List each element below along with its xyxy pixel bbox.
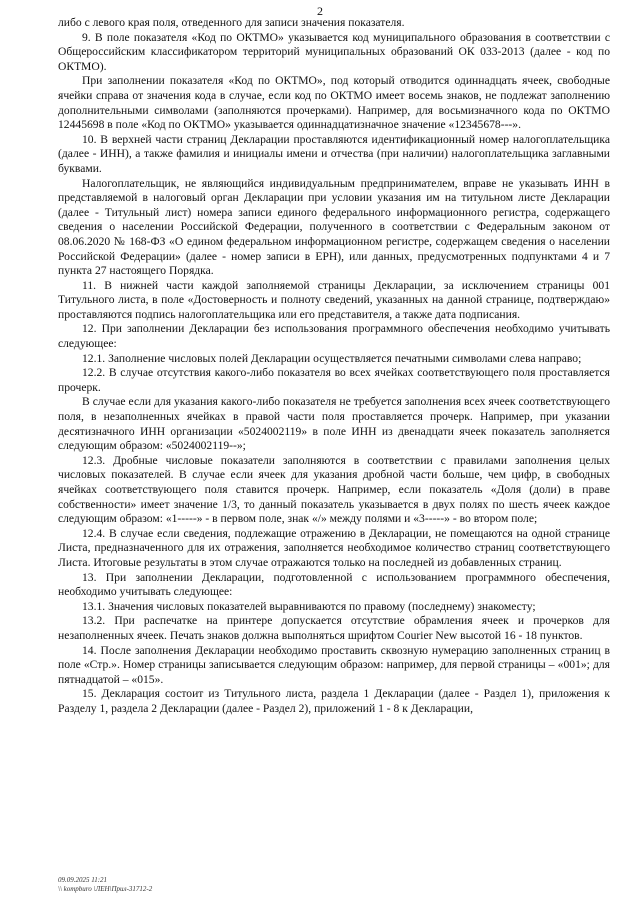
paragraph: 10. В верхней части страниц Декларации проставляются идентификационный номер налогоплательщика (далее - ИНН), а также фамилия и инициалы имени и отчества (при наличии) налогоплательщика заглавными буквами. bbox=[58, 132, 610, 175]
paragraph: При заполнении показателя «Код по ОКТМО», под который отводится одиннадцать ячеек, свободные ячейки справа от значения кода в случае, если код по ОКТМО имеет восемь знаков, не подлежат заполнению дополнительными символами (заполняются прочерками). Например, для восьмизначного кода по ОКТМО 12445698 в поле «Код по ОКТМО» указывается одиннадцатизначное значение «12345678---». bbox=[58, 74, 610, 132]
paragraph: 13. При заполнении Декларации, подготовленной с использованием программного обеспечения, необходимо учитывать следующее: bbox=[58, 570, 610, 599]
footer-timestamp: 09.09.2025 11:21 bbox=[58, 876, 108, 884]
paragraph: Налогоплательщик, не являющийся индивидуальным предпринимателем, вправе не указывать ИНН в представляемой в налоговый орган Декларации при условии указания им на титульном листе Декларации (далее - Титульный лист) номера записи единого федерального информационного регистра, содержащего сведения о населении Российской Федерации, полученного в соответствии с Федеральным законом от 08.06.2020 № 168-ФЗ «О едином федеральном информационном регистре, содержащем сведения о населении Российской Федерации» (далее - номер записи в ЕРН), или данных, предусмотренных подпунктами 4 и 7 пункта 27 настоящего Порядка. bbox=[58, 176, 610, 278]
paragraph: 15. Декларация состоит из Титульного листа, раздела 1 Декларации (далее - Раздел 1), приложения к Разделу 1, раздела 2 Декларации (далее - Раздел 2), приложений 1 - 8 к Декларации, bbox=[58, 687, 610, 715]
document-body bbox=[58, 16, 610, 717]
paragraph: либо с левого края поля, отведенного для записи значения показателя. bbox=[58, 16, 405, 29]
document-footer bbox=[58, 876, 152, 894]
page-number: 2 bbox=[317, 4, 323, 18]
paragraph: 9. В поле показателя «Код по ОКТМО» указывается код муниципального образования в соответствии с Общероссийским классификатором территорий муниципальных образований ОК 033-2013 (далее - код по ОКТМО). bbox=[58, 30, 610, 73]
paragraph: 12. При заполнении Декларации без использования программного обеспечения необходимо учитывать следующее: bbox=[58, 322, 610, 351]
paragraph: В случае если для указания какого-либо показателя не требуется заполнения всех ячеек соответствующего поля, в незаполненных ячейках в правой части поля проставляется прочерк. Например, при указании десятизначного ИНН организации «5024002119» в поле ИНН из двенадцати ячеек показатель заполняется следующим образом: «5024002119--»; bbox=[58, 395, 610, 453]
paragraph: 12.4. В случае если сведения, подлежащие отражению в Декларации, не помещаются на одной странице Листа, предназначенного для их отражения, заполняется необходимое количество страниц соответствующего Листа. Итоговые результаты в этом случае отражаются только на последней из добавленных страниц. bbox=[58, 526, 610, 569]
paragraph: 12.1. Заполнение числовых полей Декларации осуществляется печатными символами слева направо; bbox=[82, 351, 582, 365]
paragraph: 13.1. Значения числовых показателей выравниваются по правому (последнему) знакоместу; bbox=[82, 599, 536, 613]
paragraph: 11. В нижней части каждой заполняемой страницы Декларации, за исключением страницы 001 Титульного листа, в поле «Достоверность и полноту сведений, указанных на данной странице, подтверждаю» проставляются подпись налогоплательщика или его представителя, а также дата подписания. bbox=[58, 278, 610, 321]
paragraph: 14. После заполнения Декларации необходимо проставить сквозную нумерацию заполненных страниц в поле «Стр.». Номер страницы записывается следующим образом: например, для первой страницы – «001»; для пятнадцатой – «015». bbox=[58, 643, 610, 686]
paragraph: 12.3. Дробные числовые показатели заполняются в соответствии с правилами заполнения целых числовых показателей. В случае если ячеек для указания дробной части больше, чем цифр, в свободных ячейках соответствующего поля ставится прочерк. Например, если показатель «Доля (доли) в праве собственности» имеет значение 1/3, то данный показатель указывается в двух полях по шесть ячеек каждое следующим образом: «1-----» - в первом поле, знак «/» между полями и «3-----» - во втором поле; bbox=[58, 453, 610, 526]
paragraph: 12.2. В случае отсутствия какого-либо показателя во всех ячейках соответствующего поля проставляется прочерк. bbox=[58, 366, 610, 394]
footer-file-path: \\ kompburo \ЛЕН\Прил-31712-2 bbox=[58, 885, 153, 893]
paragraph: 13.2. При распечатке на принтере допускается отсутствие обрамления ячеек и прочерков для незаполненных ячеек. Печать знаков должна выполняться шрифтом Courier New высотой 16 - 18 пунктов. bbox=[58, 614, 610, 642]
